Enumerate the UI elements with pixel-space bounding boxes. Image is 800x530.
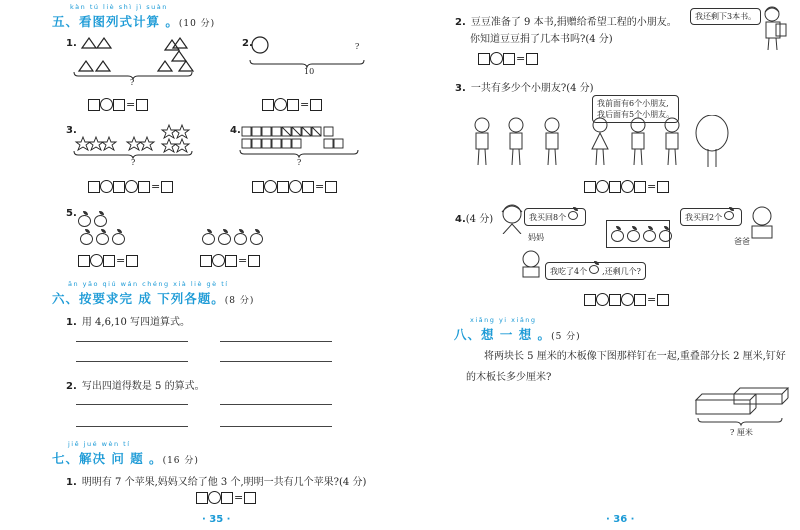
answer-box[interactable] [113, 99, 125, 111]
answer-box[interactable] [161, 181, 173, 193]
r-q3-text: 一共有多少个小朋友?(4 分) [470, 83, 594, 94]
answer-box[interactable] [609, 181, 621, 193]
operator-circle[interactable] [125, 180, 138, 193]
answer-line[interactable] [220, 426, 332, 427]
apple-icon [80, 233, 93, 245]
star-icon [162, 139, 176, 152]
answer-box[interactable] [88, 99, 100, 111]
equals-sign: = [315, 179, 325, 193]
section8-points: (5 分) [551, 332, 581, 342]
circle-icon [252, 37, 268, 53]
child-figure [545, 118, 559, 165]
apple-icon [202, 233, 215, 245]
board-right-top [734, 388, 788, 394]
r-q2-text1: 豆豆准备了 9 本书,捐赠给希望工程的小朋友。 [470, 17, 677, 28]
s6q1-text: 用 4,6,10 写四道算式。 [81, 317, 191, 328]
square-icon [282, 139, 291, 148]
answer-line[interactable] [76, 341, 188, 342]
section6-title-text: 六、按要求完 成 下列各题。 [52, 291, 225, 306]
q5-apple-row-top [78, 212, 110, 231]
section6-title [52, 289, 254, 307]
answer-box[interactable] [221, 492, 233, 504]
section5-title [52, 12, 215, 30]
q5-equation-right [200, 253, 260, 268]
square-icon [292, 139, 301, 148]
dad-speech-bubble [680, 208, 742, 226]
section5-title-text: 五、看图列式计算 。 [52, 14, 179, 29]
r-q3-bubble-line1: 我前面有6个小朋友, [597, 99, 669, 108]
answer-box[interactable] [657, 181, 669, 193]
equals-sign: = [234, 490, 244, 504]
section7-points: (16 分) [162, 456, 199, 466]
s6q1-number: 1. [66, 317, 77, 328]
q1-triangles-figure [70, 34, 200, 90]
equals-sign: = [647, 292, 657, 306]
operator-circle[interactable] [212, 254, 225, 267]
star-icon [89, 137, 103, 150]
q4-equation-boxes [252, 179, 337, 194]
apple-icon [724, 211, 734, 220]
r-q4-number: 4. [455, 214, 466, 225]
child-figure [592, 118, 608, 165]
triangle-icon [96, 61, 110, 71]
q4-brace [240, 150, 358, 157]
apple-icon [611, 230, 624, 242]
q2-brace [250, 60, 364, 67]
answer-line[interactable] [76, 404, 188, 405]
operator-circle[interactable] [90, 254, 103, 267]
answer-box[interactable] [302, 181, 314, 193]
section6-points: (8 分) [224, 296, 255, 306]
dad-bubble-text: 我买回2个 [685, 213, 723, 222]
apple-icon [659, 230, 672, 242]
operator-circle[interactable] [289, 180, 302, 193]
kid-speech-bubble [545, 262, 646, 280]
star-icon [162, 125, 176, 138]
square-icon [272, 139, 281, 148]
operator-circle[interactable] [100, 98, 113, 111]
answer-box[interactable] [88, 181, 100, 193]
mom-figure [498, 202, 526, 234]
q4-question-mark: ? [297, 158, 302, 167]
answer-box[interactable] [526, 53, 538, 65]
square-icon [272, 127, 281, 136]
triangle-icon [82, 38, 96, 48]
star-icon [76, 137, 90, 150]
operator-circle[interactable] [596, 293, 609, 306]
r-q3-bubble-line2: 我后面有5个小朋友。 [597, 110, 675, 119]
board-length-label: ? 厘米 [730, 428, 753, 437]
s8-text-line2: 的木板长多少厘米? [466, 372, 552, 383]
q4-squares-figure [238, 124, 368, 166]
answer-box[interactable] [634, 294, 646, 306]
apple-icon [627, 230, 640, 242]
star-icon [127, 137, 141, 150]
operator-circle[interactable] [264, 180, 277, 193]
section7-title-text: 七、解决 问 题 。 [52, 451, 163, 466]
mom-label: 妈妈 [528, 233, 544, 242]
s7q1-equation-boxes [196, 490, 256, 505]
square-icon [252, 127, 261, 136]
s8-text-line1: 将两块长 5 厘米的木板像下图那样钉在一起,重叠部分长 2 厘米,钉好 [484, 351, 786, 362]
overlapping-boards-figure [694, 384, 790, 430]
answer-line[interactable] [220, 404, 332, 405]
operator-circle[interactable] [596, 180, 609, 193]
q2-equation-boxes [262, 97, 322, 112]
answer-box[interactable] [277, 181, 289, 193]
q2-question-mark: ? [355, 42, 360, 51]
board-top-face [696, 394, 756, 400]
s7q1 [66, 470, 366, 489]
triangle-icon [158, 61, 172, 71]
r-q2-speech-bubble: 我还剩下3本书。 [690, 8, 761, 25]
answer-box[interactable] [310, 99, 322, 111]
equals-sign: = [238, 253, 248, 267]
q2-total-label: 10 [304, 67, 315, 76]
r-q2-text2: 你知道豆豆捐了几本书吗?(4 分) [470, 34, 613, 45]
square-icon [242, 127, 251, 136]
answer-box[interactable] [248, 255, 260, 267]
boards-brace [698, 418, 782, 425]
answer-box[interactable] [584, 181, 596, 193]
answer-box[interactable] [126, 255, 138, 267]
triangle-icon [172, 51, 186, 61]
apple-icon [568, 211, 578, 220]
r-q4-equation-boxes [584, 292, 669, 307]
equals-sign: = [300, 97, 310, 111]
tree-icon [696, 115, 728, 167]
s6q2 [66, 374, 205, 393]
r-q2-line1 [455, 10, 677, 29]
section8-title-text: 八、想 一 想 。 [454, 327, 552, 342]
apple-icon [643, 230, 656, 242]
q1-question-mark: ? [130, 78, 135, 87]
square-icon [324, 139, 333, 148]
right-page-number: · 36 · [606, 514, 635, 525]
star-icon [175, 125, 189, 138]
answer-box[interactable] [584, 294, 596, 306]
apple-icon [96, 233, 109, 245]
answer-box[interactable] [657, 294, 669, 306]
r-q2-number: 2. [455, 17, 466, 28]
star-icon [175, 139, 189, 152]
answer-line[interactable] [76, 361, 188, 362]
equals-sign: = [126, 97, 136, 111]
triangle-icon [79, 61, 93, 71]
dad-figure [748, 204, 778, 240]
answer-box[interactable] [244, 492, 256, 504]
apple-icon [78, 215, 91, 227]
section6-pinyin: ān yāo qiú wán chéng xià liè gè tí [68, 280, 229, 288]
r-q3-line [455, 76, 594, 95]
operator-circle[interactable] [490, 52, 503, 65]
star-icon [140, 137, 154, 150]
answer-box[interactable] [325, 181, 337, 193]
operator-circle[interactable] [208, 491, 221, 504]
operator-circle[interactable] [100, 180, 113, 193]
crossed-out-marks [282, 127, 321, 136]
answer-box[interactable] [634, 181, 646, 193]
board-left [696, 400, 750, 414]
apple-table [606, 220, 670, 248]
r-q4-points: (4 分) [465, 214, 494, 225]
child-figure [475, 118, 489, 165]
answer-box[interactable] [78, 255, 90, 267]
answer-box[interactable] [138, 181, 150, 193]
section7-title [52, 449, 199, 467]
answer-box[interactable] [200, 255, 212, 267]
answer-box[interactable] [113, 181, 125, 193]
kid-bubble-tail: ,还剩几个? [602, 267, 641, 276]
answer-box[interactable] [103, 255, 115, 267]
child-figure [509, 118, 523, 165]
r-q2-equation-boxes [478, 51, 538, 66]
section5-points: (10 分) [178, 19, 216, 29]
q2-number: 2. [242, 38, 253, 49]
girl-with-books-figure [758, 4, 790, 54]
answer-box[interactable] [609, 294, 621, 306]
mom-bubble-text: 我买回8个 [529, 213, 567, 222]
operator-circle[interactable] [621, 293, 634, 306]
s6q1 [66, 310, 190, 329]
board-right [734, 394, 782, 404]
answer-box[interactable] [287, 99, 299, 111]
operator-circle[interactable] [274, 98, 287, 111]
q5-equation-left [78, 253, 138, 268]
answer-line[interactable] [220, 361, 332, 362]
answer-line[interactable] [76, 426, 188, 427]
equals-sign: = [151, 179, 161, 193]
triangle-icon [179, 61, 193, 71]
child-figure [665, 118, 679, 165]
answer-box[interactable] [252, 181, 264, 193]
square-icon [242, 139, 251, 148]
section8-title [454, 325, 581, 343]
s7q1-text: 明明有 7 个苹果,妈妈又给了他 3 个,明明一共有几个苹果?(4 分) [81, 477, 367, 488]
apple-icon [94, 215, 107, 227]
dad-label: 爸爸 [734, 237, 750, 246]
section8-pinyin: xiǎng yi xiǎng [470, 316, 537, 324]
apple-icon [112, 233, 125, 245]
r-q3-number: 3. [455, 83, 466, 94]
s7q1-number: 1. [66, 477, 77, 488]
triangle-icon [173, 38, 187, 48]
square-icon [262, 139, 271, 148]
answer-box[interactable] [262, 99, 274, 111]
equals-sign: = [116, 253, 126, 267]
child-figure [631, 118, 645, 165]
q1-equation-boxes [88, 97, 148, 112]
s6q2-number: 2. [66, 381, 77, 392]
answer-box[interactable] [503, 53, 515, 65]
apple-icon [250, 233, 263, 245]
q3-question-mark: ? [131, 158, 136, 167]
answer-box[interactable] [225, 255, 237, 267]
q1-number: 1. [66, 38, 77, 49]
r-q3-equation-boxes [584, 179, 669, 194]
q5-apple-row-left [80, 230, 128, 249]
kid-bubble-text: 我吃了4个 [550, 267, 588, 276]
apple-icon [218, 233, 231, 245]
answer-box[interactable] [478, 53, 490, 65]
section7-pinyin: jiě jué wèn tí [68, 440, 131, 448]
q4-number: 4. [230, 125, 241, 136]
section5-pinyin: kàn tú liè shì jì suàn [70, 3, 168, 11]
answer-box[interactable] [136, 99, 148, 111]
answer-line[interactable] [220, 341, 332, 342]
s6q2-text: 写出四道得数是 5 的算式。 [81, 381, 205, 392]
equals-sign: = [516, 51, 526, 65]
square-icon [252, 139, 261, 148]
operator-circle[interactable] [621, 180, 634, 193]
q5-number: 5. [66, 208, 77, 219]
kid-figure [518, 248, 544, 278]
r-q4-line [455, 207, 493, 226]
children-in-line-figure [470, 115, 740, 173]
equals-sign: = [647, 179, 657, 193]
q3-number: 3. [66, 125, 77, 136]
left-page-number: · 35 · [202, 514, 231, 525]
square-icon [334, 139, 343, 148]
q3-equation-boxes [88, 179, 173, 194]
square-icon [324, 127, 333, 136]
apple-icon [234, 233, 247, 245]
square-icon [262, 127, 271, 136]
star-icon [102, 137, 116, 150]
mom-speech-bubble [524, 208, 586, 226]
apple-icon [589, 265, 599, 274]
triangle-icon [97, 38, 111, 48]
q5-apple-row-right [202, 230, 266, 249]
answer-box[interactable] [196, 492, 208, 504]
